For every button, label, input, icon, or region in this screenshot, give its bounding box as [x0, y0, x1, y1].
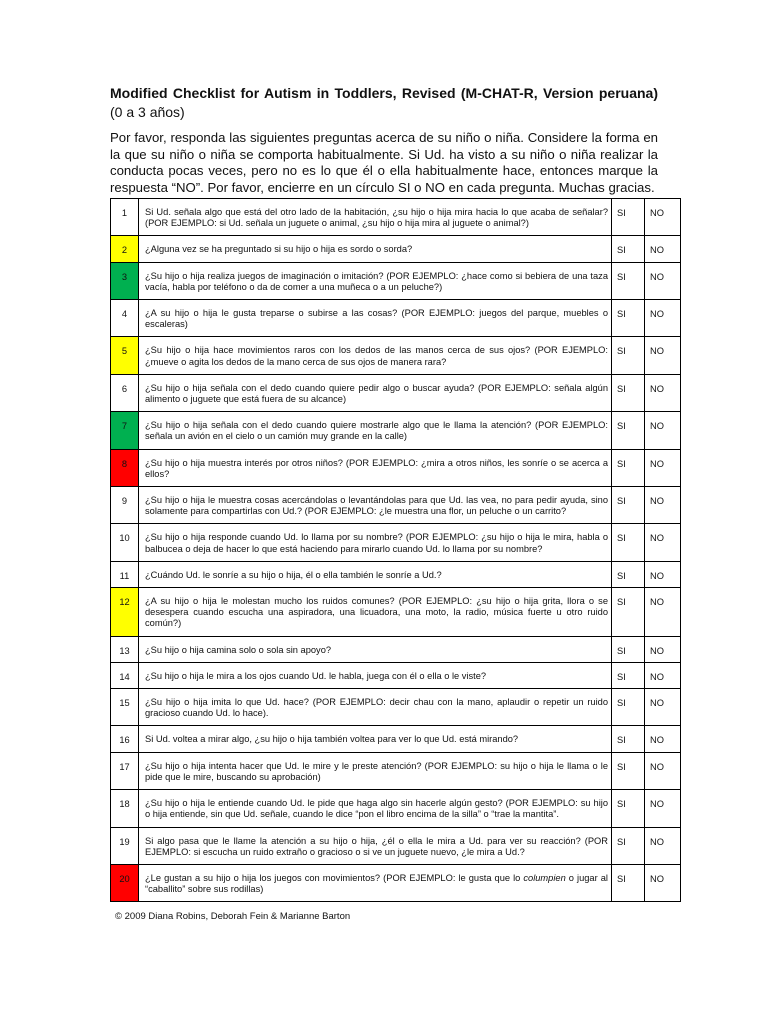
question-number: 4: [111, 300, 139, 337]
question-number: 9: [111, 487, 139, 524]
question-row: [111, 726, 681, 752]
question-text: ¿Su hijo o hija le muestra cosas acercándolas o levantándolas para que Ud. las vea, no para pedir ayuda, sino solamente para compartirlas con Ud.? (POR EJEMPLO: ¿le muestra una flor, un peluche o un carrito?: [139, 487, 612, 524]
answer-no-option[interactable]: NO: [645, 487, 681, 524]
answer-no-option[interactable]: NO: [645, 864, 681, 901]
answer-si-option[interactable]: SI: [612, 236, 645, 262]
instructions-paragraph: Por favor, responda las siguientes preguntas acerca de su niño o niña. Considere la forma en la que su niño o niña se comporta habitualmente. Si Ud. ha visto a su niño o niña realizar la conducta pocas veces, pero no es lo que él o ella habitualmente hace, entonces marque la respuesta “NO”. Por favor, encierre en un círculo SI o NO en cada pregunta. Muchas gracias.: [110, 130, 658, 195]
answer-no-option[interactable]: NO: [645, 449, 681, 486]
question-number: 15: [111, 689, 139, 726]
question-text: ¿Su hijo o hija hace movimientos raros con los dedos de las manos cerca de sus ojos? (POR EJEMPLO: ¿mueve o agita los dedos de la mano cerca de sus ojos de manera rara?: [139, 337, 612, 374]
question-row: [111, 337, 681, 374]
question-row: [111, 449, 681, 486]
question-number: 17: [111, 752, 139, 789]
question-row: [111, 262, 681, 299]
answer-no-option[interactable]: NO: [645, 588, 681, 637]
answer-no-option[interactable]: NO: [645, 374, 681, 411]
answer-si-option[interactable]: SI: [612, 790, 645, 827]
answer-si-option[interactable]: SI: [612, 199, 645, 236]
question-text: ¿Su hijo o hija imita lo que Ud. hace? (POR EJEMPLO: decir chau con la mano, aplaudir o repetir un ruido gracioso cuando Ud. lo hace).: [139, 689, 612, 726]
answer-no-option[interactable]: NO: [645, 337, 681, 374]
answer-si-option[interactable]: SI: [612, 524, 645, 561]
question-text: ¿Su hijo o hija realiza juegos de imaginación o imitación? (POR EJEMPLO: ¿hace como si bebiera de una taza vacía, habla por teléfono o da de comer a una muñeca o a un peluche?): [139, 262, 612, 299]
question-text: ¿Su hijo o hija camina solo o sola sin apoyo?: [139, 636, 612, 662]
page-title: [110, 84, 658, 122]
answer-si-option[interactable]: SI: [612, 864, 645, 901]
question-row: [111, 300, 681, 337]
question-row: [111, 412, 681, 449]
question-number: 16: [111, 726, 139, 752]
answer-si-option[interactable]: SI: [612, 662, 645, 688]
question-row: [111, 689, 681, 726]
question-text: ¿Su hijo o hija intenta hacer que Ud. le mire y le preste atención? (POR EJEMPLO: su hijo o hija le llama o le pide que le mire, buscando su aprobación): [139, 752, 612, 789]
answer-si-option[interactable]: SI: [612, 689, 645, 726]
answer-no-option[interactable]: NO: [645, 689, 681, 726]
question-text: ¿A su hijo o hija le gusta treparse o subirse a las cosas? (POR EJEMPLO: juegos del parque, muebles o escaleras): [139, 300, 612, 337]
question-text: ¿Su hijo o hija señala con el dedo cuando quiere mostrarle algo que le llama la atención? (POR EJEMPLO: señala un avión en el cielo o un camión muy grande en la calle): [139, 412, 612, 449]
answer-no-option[interactable]: NO: [645, 636, 681, 662]
question-text: ¿Su hijo o hija responde cuando Ud. lo llama por su nombre? (POR EJEMPLO: ¿su hijo o hija le mira, habla o balbucea o deja de hacer lo que está haciendo para mirarlo cuando Ud. lo llama por su nombre?: [139, 524, 612, 561]
question-number: 2: [111, 236, 139, 262]
answer-si-option[interactable]: SI: [612, 449, 645, 486]
answer-no-option[interactable]: NO: [645, 412, 681, 449]
question-number: 18: [111, 790, 139, 827]
answer-no-option[interactable]: NO: [645, 300, 681, 337]
answer-no-option[interactable]: NO: [645, 726, 681, 752]
question-row: [111, 487, 681, 524]
question-number: 14: [111, 662, 139, 688]
answer-si-option[interactable]: SI: [612, 561, 645, 587]
question-number: 20: [111, 864, 139, 901]
answer-si-option[interactable]: SI: [612, 636, 645, 662]
answer-no-option[interactable]: NO: [645, 790, 681, 827]
copyright-footer: © 2009 Diana Robins, Deborah Fein & Marianne Barton: [115, 911, 351, 922]
question-text-part: o jugar al “caballito” sobre sus rodillas): [145, 872, 608, 895]
question-number: 8: [111, 449, 139, 486]
question-text: ¿Alguna vez se ha preguntado si su hijo o hija es sordo o sorda?: [139, 236, 612, 262]
question-row: [111, 199, 681, 236]
answer-si-option[interactable]: SI: [612, 752, 645, 789]
answer-si-option[interactable]: SI: [612, 300, 645, 337]
answer-si-option[interactable]: SI: [612, 827, 645, 864]
question-text: ¿Cuándo Ud. le sonríe a su hijo o hija, él o ella también le sonríe a Ud.?: [139, 561, 612, 587]
question-number: 11: [111, 561, 139, 587]
question-text: ¿Su hijo o hija le entiende cuando Ud. le pide que haga algo sin hacerle algún gesto? (POR EJEMPLO: su hijo o hija entiende, sin que Ud. señale, cuando le dice “pon el libro encima de la silla” o “trae la mantita”.: [139, 790, 612, 827]
answer-no-option[interactable]: NO: [645, 752, 681, 789]
question-row: [111, 236, 681, 262]
question-text: Si Ud. voltea a mirar algo, ¿su hijo o hija también voltea para ver lo que Ud. está mirando?: [139, 726, 612, 752]
question-text-italic: columpien: [523, 872, 566, 883]
question-text: ¿A su hijo o hija le molestan mucho los ruidos comunes? (POR EJEMPLO: ¿su hijo o hija grita, llora o se desespera cuando escucha una aspiradora, una licuadora, una moto, la radio, música fuerte u otro ruido común?): [139, 588, 612, 637]
question-row: [111, 752, 681, 789]
answer-si-option[interactable]: SI: [612, 726, 645, 752]
question-number: 7: [111, 412, 139, 449]
question-row: [111, 524, 681, 561]
answer-no-option[interactable]: NO: [645, 524, 681, 561]
answer-si-option[interactable]: SI: [612, 487, 645, 524]
title-age-range: (0 a 3 años): [110, 104, 185, 120]
question-row: [111, 790, 681, 827]
question-number: 19: [111, 827, 139, 864]
question-text: ¿Su hijo o hija le mira a los ojos cuando Ud. le habla, juega con él o ella o le viste?: [139, 662, 612, 688]
question-text: Si Ud. señala algo que está del otro lado de la habitación, ¿su hijo o hija mira hacia lo que acaba de señalar? (POR EJEMPLO: si Ud. señala un juguete o animal, ¿su hijo o hija mira al juguete o animal?): [139, 199, 612, 236]
answer-si-option[interactable]: SI: [612, 337, 645, 374]
question-row: [111, 374, 681, 411]
answer-no-option[interactable]: NO: [645, 262, 681, 299]
title-bold: Modified Checklist for Autism in Toddlers, Revised (M-CHAT-R, Version peruana): [110, 85, 658, 101]
question-text: ¿Su hijo o hija señala con el dedo cuando quiere pedir algo o buscar ayuda? (POR EJEMPLO: señala algún alimento o juguete que está fuera de su alcance): [139, 374, 612, 411]
question-text: Si algo pasa que le llame la atención a su hijo o hija, ¿él o ella le mira a Ud. para ver su reacción? (POR EJEMPLO: si escucha un ruido extraño o gracioso o si ve un juguete nuevo, ¿le mira a Ud.?: [139, 827, 612, 864]
question-row: [111, 827, 681, 864]
question-number: 13: [111, 636, 139, 662]
question-row: [111, 636, 681, 662]
question-row: [111, 561, 681, 587]
answer-no-option[interactable]: NO: [645, 561, 681, 587]
question-number: 10: [111, 524, 139, 561]
question-row: [111, 864, 681, 901]
question-row: [111, 588, 681, 637]
answer-no-option[interactable]: NO: [645, 827, 681, 864]
question-text: [139, 864, 612, 901]
answer-si-option[interactable]: SI: [612, 412, 645, 449]
question-number: 12: [111, 588, 139, 637]
question-number: 3: [111, 262, 139, 299]
question-text: ¿Su hijo o hija muestra interés por otros niños? (POR EJEMPLO: ¿mira a otros niños, les sonríe o se acerca a ellos?: [139, 449, 612, 486]
questions-table: [110, 198, 681, 902]
answer-no-option[interactable]: NO: [645, 236, 681, 262]
answer-no-option[interactable]: NO: [645, 199, 681, 236]
question-number: 1: [111, 199, 139, 236]
question-row: [111, 662, 681, 688]
answer-si-option[interactable]: SI: [612, 262, 645, 299]
answer-no-option[interactable]: NO: [645, 662, 681, 688]
question-number: 6: [111, 374, 139, 411]
answer-si-option[interactable]: SI: [612, 588, 645, 637]
answer-si-option[interactable]: SI: [612, 374, 645, 411]
question-number: 5: [111, 337, 139, 374]
question-text-part: ¿Le gustan a su hijo o hija los juegos con movimientos? (POR EJEMPLO: le gusta que lo: [145, 872, 524, 883]
